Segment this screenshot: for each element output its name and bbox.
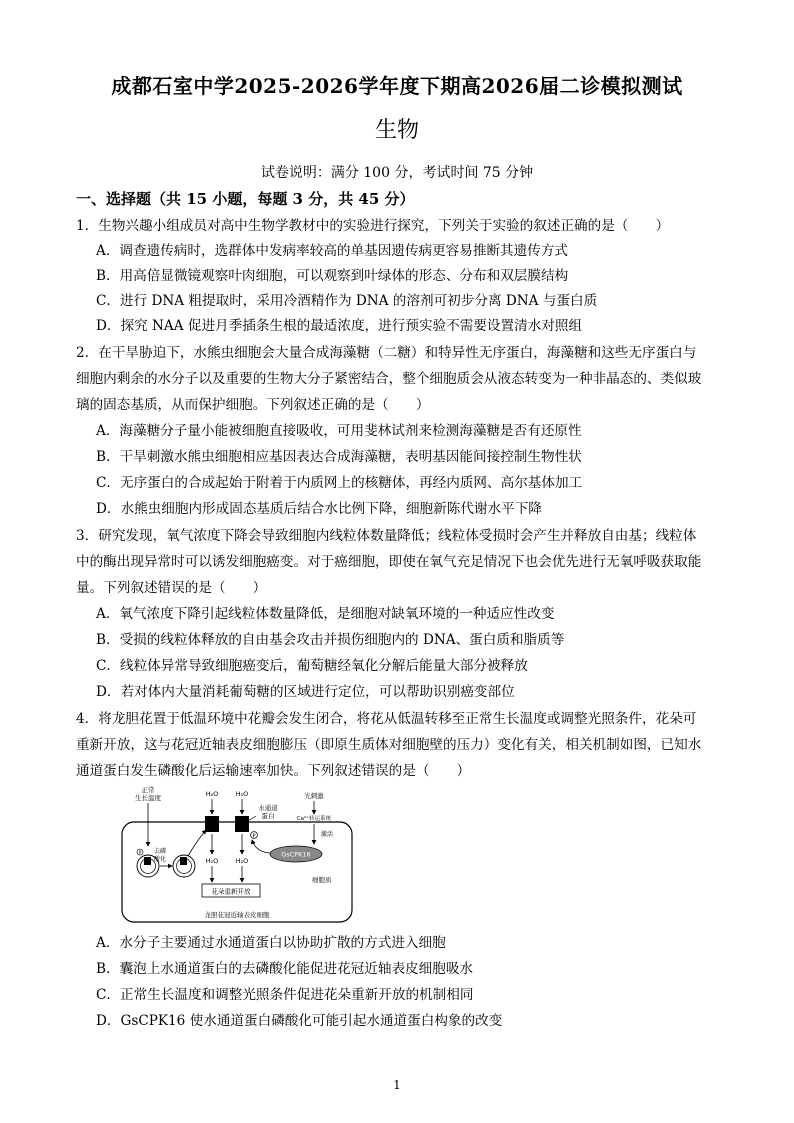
aquaporin-label-1: 水通道 bbox=[258, 804, 278, 812]
q1-option-d[interactable]: D．探究 NAA 促进月季插条生根的最适浓度，进行预实验不需要设置清水对照组 bbox=[96, 318, 583, 334]
cell-outline bbox=[122, 822, 352, 922]
dephos-label-2: 酸化 bbox=[154, 856, 167, 863]
q4-option-d[interactable]: D．GsCPK16 使水通道蛋白磷酸化可能引起水通道蛋白构象的改变 bbox=[96, 1013, 503, 1029]
vesicle-phosphate-label: P bbox=[138, 851, 142, 856]
vesicle-fusion-arrow bbox=[188, 830, 206, 856]
q2-option-c[interactable]: C．无序蛋白的合成起始于附着于内质网上的核糖体，再经内质网、高尔基体加工 bbox=[96, 475, 583, 491]
exam-notes: 试卷说明：满分 100 分，考试时间 75 分钟 bbox=[260, 165, 534, 181]
q3-stem-line-3: 量。下列叙述错误的是（ ） bbox=[76, 580, 267, 596]
exam-title: 成都石室中学2025-2026学年度下期高2026届二诊模拟测试 bbox=[111, 74, 683, 98]
q1-option-a[interactable]: A．调查遗传病时，选群体中发病率较高的单基因遗传病更容易推断其遗传方式 bbox=[96, 243, 569, 259]
subject-title: 生物 bbox=[374, 118, 419, 143]
reopen-label: 花朵重新开放 bbox=[211, 887, 251, 896]
section-heading: 一、选择题（共 15 小题，每题 3 分，共 45 分） bbox=[76, 190, 415, 208]
page-number: 1 bbox=[393, 1078, 401, 1092]
normal-temp-label-1: 正常 bbox=[141, 786, 155, 794]
vesicle-aquaporin-left bbox=[144, 857, 151, 865]
q2-stem-line-1: 2．在干旱胁迫下，水熊虫细胞会大量合成海藻糖（二糖）和特异性无序蛋白，海藻糖和这些无序蛋白与 bbox=[76, 345, 697, 361]
q4-option-b[interactable]: B．囊泡上水通道蛋白的去磷酸化能促进花冠近轴表皮细胞吸水 bbox=[96, 961, 474, 977]
ca-system-label: Ca²⁺转运系统 bbox=[296, 816, 332, 822]
q4-option-a[interactable]: A．水分子主要通过水通道蛋白以协助扩散的方式进入细胞 bbox=[96, 935, 446, 951]
dephos-label-1: 去磷 bbox=[154, 848, 167, 855]
h2o-inside-label-2: H₂O bbox=[235, 857, 249, 865]
q3-stem-line-1: 3．研究发现，氧气浓度下降会导致细胞内线粒体数量降低；线粒体受损时会产生并释放自由基；线粒体 bbox=[76, 528, 697, 544]
mechanism-figure bbox=[118, 786, 358, 928]
phosphate-label: P bbox=[252, 833, 256, 840]
q2-option-a[interactable]: A．海藻糖分子量小能被细胞直接吸收，可用斐林试剂来检测海藻糖是否有还原性 bbox=[96, 423, 582, 439]
q3-option-a[interactable]: A．氧气浓度下降引起线粒体数量降低，是细胞对缺氧环境的一种适应性改变 bbox=[96, 606, 555, 622]
q2-option-d[interactable]: D．水熊虫细胞内形成固态基质后结合水比例下降，细胞新陈代谢水平下降 bbox=[96, 501, 542, 517]
q4-stem-line-3: 通道蛋白发生磷酸化后运输速率加快。下列叙述错误的是（ ） bbox=[76, 763, 471, 779]
q2-stem-line-3: 璃的固态基质，从而保护细胞。下列叙述正确的是（ ） bbox=[76, 397, 430, 413]
activate-label: 激活 bbox=[321, 831, 334, 838]
enzyme-label: GsCPK16 bbox=[281, 850, 311, 859]
q2-option-b[interactable]: B．干旱刺激水熊虫细胞相应基因表达合成海藻糖，表明基因能间接控制生物性状 bbox=[96, 449, 582, 465]
cytoplasm-label: 细胞质 bbox=[312, 876, 332, 884]
normal-temp-label-2: 生长温度 bbox=[135, 794, 161, 802]
q1-option-c[interactable]: C．进行 DNA 粗提取时，采用冷酒精作为 DNA 的溶剂可初步分离 DNA 与蛋白质 bbox=[96, 293, 598, 309]
q4-stem-line-2: 重新开放，这与花冠近轴表皮细胞膨压（即原生质体对细胞壁的压力）变化有关，相关机制如图，已知水 bbox=[76, 737, 702, 753]
h2o-label-2: H₂O bbox=[235, 790, 249, 798]
enzyme-arrow bbox=[252, 840, 270, 853]
cell-name-label: 龙胆花冠近轴表皮细胞 bbox=[204, 911, 270, 919]
membrane-aquaporin-1 bbox=[205, 816, 219, 832]
h2o-label-1: H₂O bbox=[205, 790, 219, 798]
q1-option-b[interactable]: B．用高倍显微镜观察叶肉细胞，可以观察到叶绿体的形态、分布和双层膜结构 bbox=[96, 268, 569, 284]
aquaporin-label-2: 蛋白 bbox=[261, 812, 275, 820]
q4-stem-line-1: 4．将龙胆花置于低温环境中花瓣会发生闭合，将花从低温转移至正常生长温度或调整光照条件，花朵可 bbox=[76, 711, 697, 727]
q3-option-d[interactable]: D．若对体内大量消耗葡萄糖的区域进行定位，可以帮助识别癌变部位 bbox=[96, 684, 515, 700]
q3-stem-line-2: 中的酶出现异常时可以诱发细胞癌变。对于癌细胞，即使在氧气充足情况下也会优先进行无氧呼吸获取能 bbox=[76, 554, 702, 570]
membrane-aquaporin-2 bbox=[235, 816, 249, 832]
q4-option-c[interactable]: C．正常生长温度和调整光照条件促进花朵重新开放的机制相同 bbox=[96, 987, 474, 1003]
q2-stem-line-2: 细胞内剩余的水分子以及重要的生物大分子紧密结合，整个细胞质会从液态转变为一种非晶态的、类似玻 bbox=[76, 371, 702, 387]
q1-stem-line: 1．生物兴趣小组成员对高中生物学教材中的实验进行探究，下列关于实验的叙述正确的是（ ） bbox=[76, 218, 670, 234]
light-label: 光刺激 bbox=[304, 792, 324, 800]
h2o-inside-label-1: H₂O bbox=[205, 857, 219, 865]
vesicle-aquaporin-right bbox=[180, 857, 187, 865]
q3-option-c[interactable]: C．线粒体异常导致细胞癌变后，葡萄糖经氧化分解后能量大部分被释放 bbox=[96, 658, 528, 674]
q3-option-b[interactable]: B．受损的线粒体释放的自由基会攻击并损伤细胞内的 DNA、蛋白质和脂质等 bbox=[96, 632, 565, 648]
